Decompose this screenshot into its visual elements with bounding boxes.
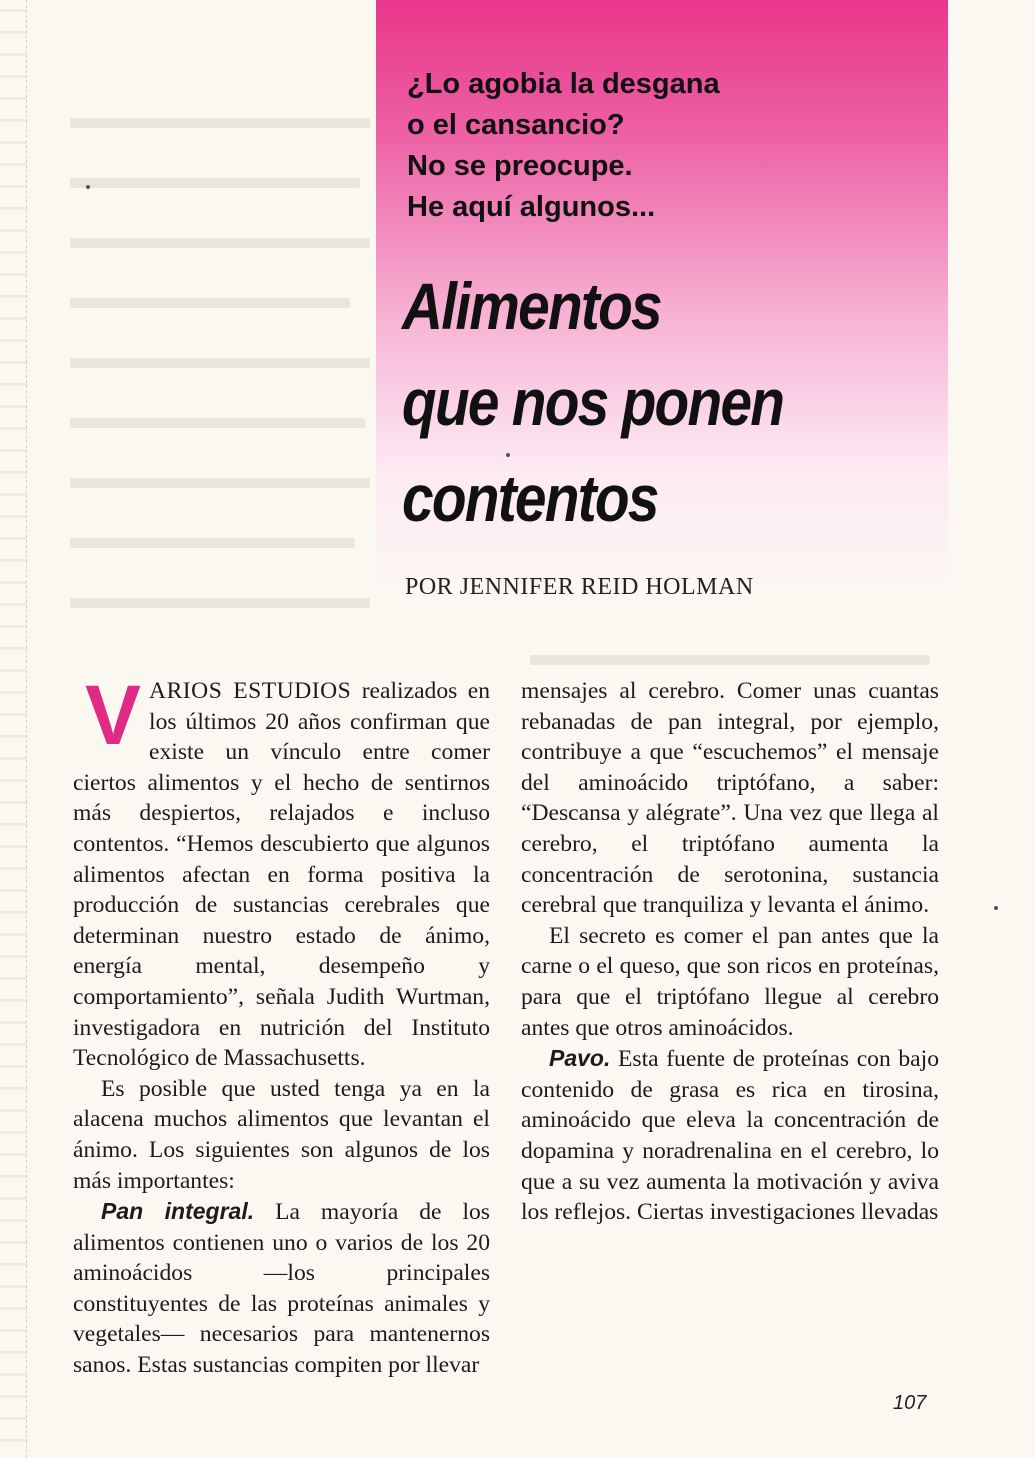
paragraph — [73, 1196, 490, 1381]
article-title — [402, 258, 884, 546]
subtitle — [407, 64, 927, 228]
page-number: 107 — [893, 1392, 927, 1414]
paragraph — [521, 1043, 939, 1228]
section-lead: Pavo. — [549, 1045, 611, 1072]
title-line: contentos — [402, 461, 658, 535]
byline: POR JENNIFER REID HOLMAN — [405, 574, 754, 600]
subtitle-line: No se preocupe. — [407, 150, 633, 182]
intro-smallcaps: ARIOS ESTUDIOS — [149, 678, 352, 704]
paragraph: El secreto es comer el pan antes que la carne o el queso, que son ricos en proteínas, para que el triptófano llegue al cerebro antes que otros aminoácidos. — [521, 922, 939, 1041]
paragraph: Es posible que usted tenga ya en la alacena muchos alimentos que levantan el ánimo. Los siguientes son algunos de los más importantes: — [73, 1075, 490, 1194]
title-line: Alimentos — [402, 269, 661, 343]
paragraph-text: La mayoría de los alimentos contienen uno o varios de los 20 aminoácidos —los principales constituyentes de las proteínas animales y vegetales— necesarios para mantenernos sanos. Estas sustancias compiten por llevar — [73, 1199, 490, 1379]
paragraph — [73, 668, 490, 1074]
subtitle-line: He aquí algunos... — [407, 191, 656, 223]
left-column — [73, 668, 490, 1381]
section-lead: Pan integral. — [101, 1198, 255, 1225]
paragraph-text: realizados en los últimos 20 años confirman que existe un vínculo entre comer ciertos alimentos y el hecho de sentirnos más despiertos, relajados e incluso contentos. “Hemos descubierto que algunos alimentos afectan en forma positiva la producción de sustancias cerebrales que determinan nuestro estado de ánimo, energía mental, desempeño y comportamiento”, señala Judith Wurtman, investigadora en nutrición del Instituto Tecnológico de Massachusetts. — [73, 678, 490, 1072]
drop-cap: V — [85, 668, 142, 762]
paper-speck — [506, 453, 510, 457]
right-column — [521, 676, 939, 1228]
subtitle-line: ¿Lo agobia la desgana — [407, 68, 720, 100]
paper-speck — [86, 185, 90, 189]
subtitle-line: o el cansancio? — [407, 109, 625, 141]
paragraph-text: Esta fuente de proteínas con bajo contenido de grasa es rica en tirosina, aminoácido que eleva la concentración de dopamina y noradrenalina en el cerebro, lo que a su vez aumenta la motivación y aviva los reflejos. Ciertas investigaciones llevadas — [521, 1046, 939, 1226]
paper-speck — [994, 906, 998, 910]
title-line: que nos ponen — [402, 365, 784, 439]
paragraph-continued: mensajes al cerebro. Comer unas cuantas rebanadas de pan integral, por ejemplo, contribuye a que “escuchemos” el mensaje del aminoácido triptófano, a saber: “Descansa y alégrate”. Una vez que llega al cerebro, el triptófano aumenta la concentración de serotonina, sustancia cerebral que tranquiliza y levanta el ánimo. — [521, 678, 939, 919]
torn-paper-edge — [0, 0, 27, 1458]
